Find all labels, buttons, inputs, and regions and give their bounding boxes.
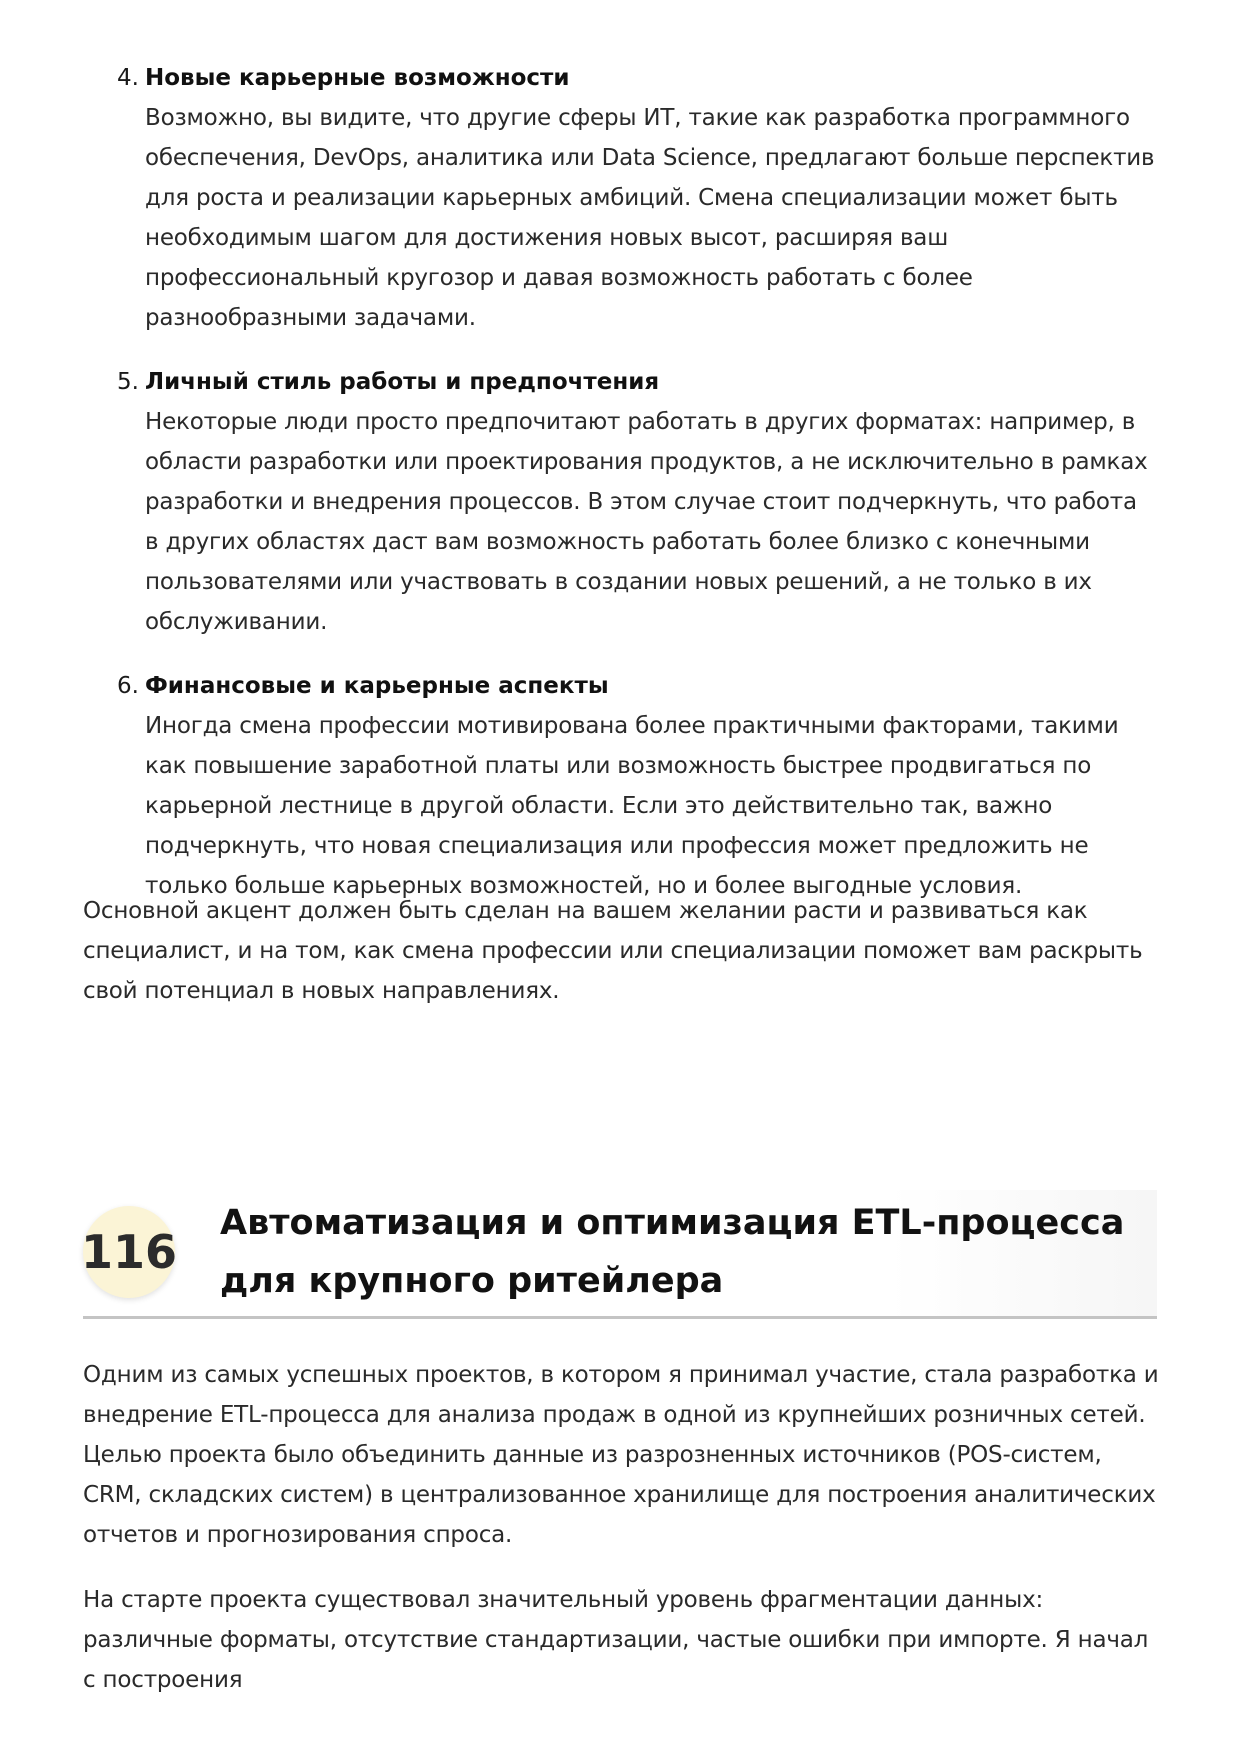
list-item-title: Новые карьерные возможности [145, 65, 570, 91]
list-item-title: Личный стиль работы и предпочтения [145, 369, 660, 395]
body-paragraph: На старте проекта существовал значительный уровень фрагментации данных: различные форматы, отсутствие стандартизации, частые ошибки при импорте. Я начал с построения [83, 1587, 1149, 1693]
chapter-title: Автоматизация и оптимизация ETL-процесса для крупного ритейлера [220, 1203, 1125, 1301]
list-item [117, 362, 1155, 642]
body-paragraph: Одним из самых успешных проектов, в котором я принимал участие, стала разработка и внедрение ETL-процесса для анализа продаж в одной из крупнейших розничных сетей. Целью проекта было объединить данные из разрозненных источников (POS-систем, CRM, складских систем) в централизованное хранилище для построения аналитических отчетов и прогнозирования спроса. [83, 1362, 1159, 1548]
list-item-number: 6. [117, 673, 139, 699]
list-item-number: 4. [117, 65, 139, 91]
list-item-body: Некоторые люди просто предпочитают работать в других форматах: например, в области разработки или проектирования продуктов, а не исключительно в рамках разработки и внедрения процессов. В этом случае стоит подчеркнуть, что работа в других областях даст вам возможность работать более близко с конечными пользователями или участвовать в создании новых решений, а не только в их обслуживании. [145, 409, 1148, 635]
chapter-header [80, 1190, 1157, 1319]
list-item-body: Возможно, вы видите, что другие сферы ИТ, такие как разработка программного обеспечения, DevOps, аналитика или Data Science, предлагают больше перспектив для роста и реализации карьерных амбиций. Смена специализации может быть необходимым шагом для достижения новых высот, расширяя ваш профессиональный кругозор и давая возможность работать с более разнообразными задачами. [145, 105, 1155, 331]
list-item-number: 5. [117, 369, 139, 395]
conclusion-paragraph: Основной акцент должен быть сделан на вашем желании расти и развиваться как специалист, и на том, как смена профессии или специализации поможет вам раскрыть свой потенциал в новых направлениях. [83, 898, 1143, 1004]
list-item [117, 666, 1155, 906]
numbered-list [117, 58, 1155, 930]
list-item [117, 58, 1155, 338]
list-item-title: Финансовые и карьерные аспекты [145, 673, 609, 699]
list-item-body: Иногда смена профессии мотивирована более практичными факторами, такими как повышение заработной платы или возможность быстрее продвигаться по карьерной лестнице в другой области. Если это действительно так, важно подчеркнуть, что новая специализация или профессия может предложить не только больше карьерных возможностей, но и более выгодные условия. [145, 713, 1119, 899]
chapter-number-badge: 116 [83, 1206, 175, 1298]
